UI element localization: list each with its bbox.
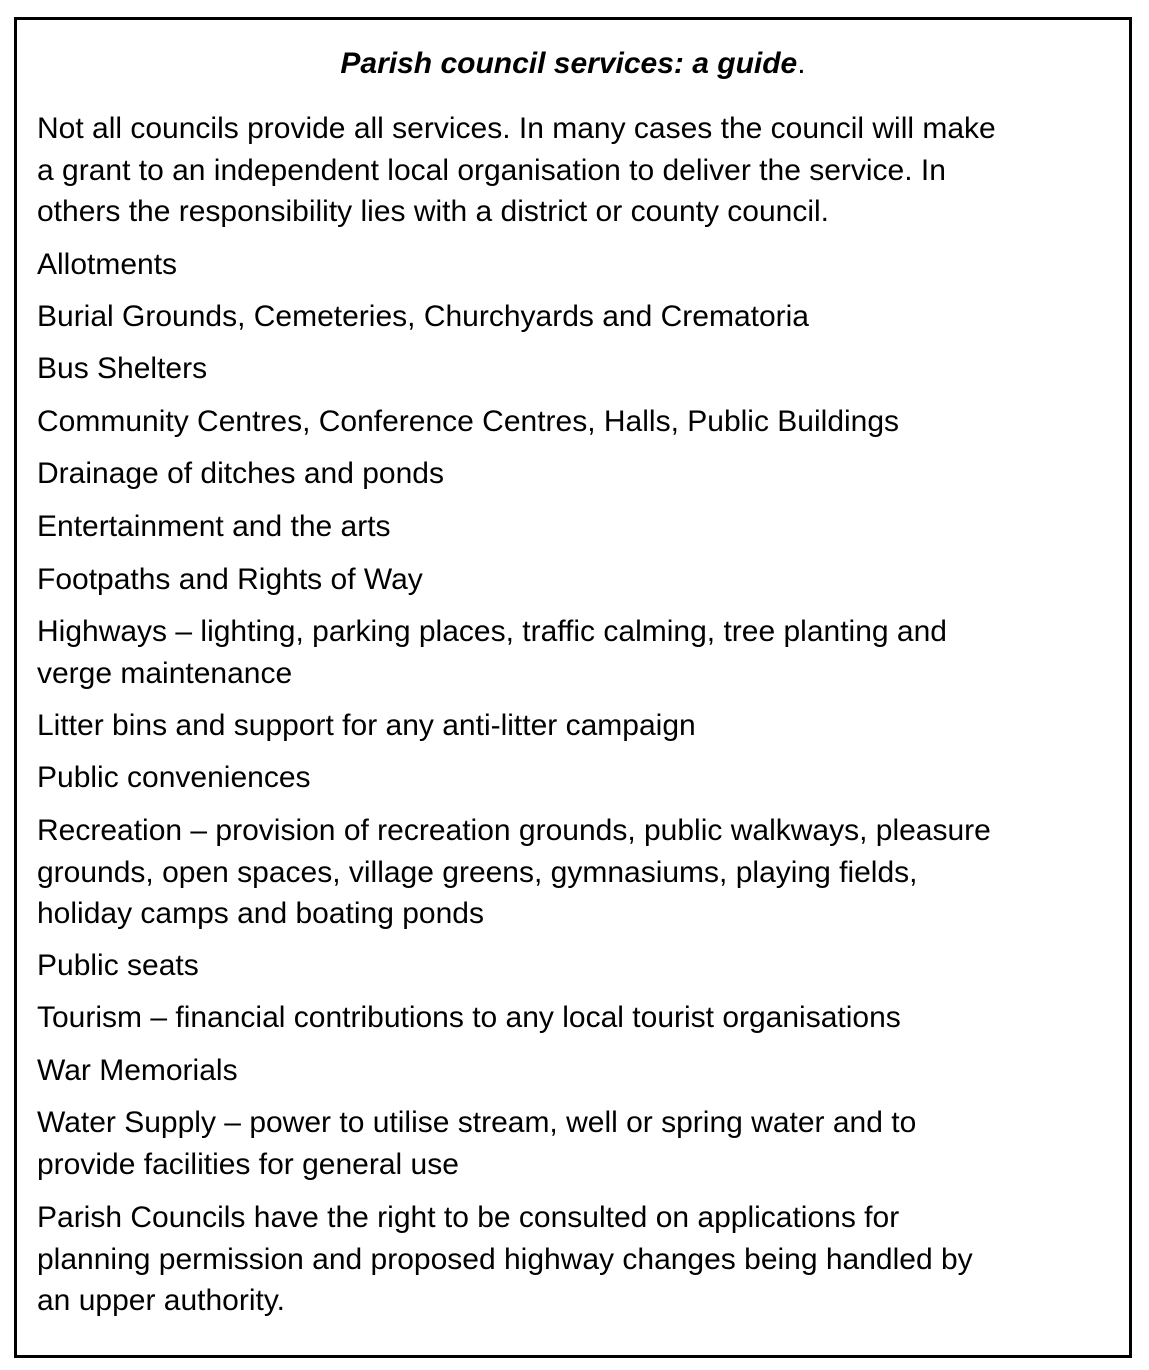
closing-line: an upper authority. [37,1284,285,1317]
service-line: Recreation – provision of recreation grounds, public walkways, pleasure [37,814,991,847]
service-item-bus-shelters [37,348,207,390]
service-item-public-seats [37,945,199,987]
intro-line: Not all councils provide all services. In many cases the council will make [37,112,996,145]
service-item-tourism [37,997,901,1039]
service-item-entertainment [37,506,391,548]
service-line: Drainage of ditches and ponds [37,457,444,490]
closing-paragraph [37,1197,973,1322]
service-item-public-conveniences [37,757,311,799]
service-line: Entertainment and the arts [37,510,391,543]
service-line: Public conveniences [37,761,311,794]
service-item-litter-bins [37,705,696,747]
service-line: War Memorials [37,1054,238,1087]
service-item-war-memorials [37,1050,238,1092]
title-period: . [797,47,806,80]
service-line: Litter bins and support for any anti-litter campaign [37,709,696,742]
document-title [14,44,1132,84]
service-item-water-supply [37,1102,916,1185]
service-item-community-centres [37,401,899,443]
service-line: Public seats [37,949,199,982]
service-line: Community Centres, Conference Centres, Halls, Public Buildings [37,405,900,438]
service-item-highways [37,611,947,694]
service-item-drainage [37,453,444,495]
service-line: Water Supply – power to utilise stream, well or spring water and to [37,1106,917,1139]
closing-line: Parish Councils have the right to be consulted on applications for [37,1201,900,1234]
service-item-recreation [37,810,991,935]
service-line: Footpaths and Rights of Way [37,563,423,596]
service-line: provide facilities for general use [37,1147,459,1181]
intro-paragraph [37,108,996,233]
service-line: Allotments [37,248,178,281]
service-item-burial-grounds [37,296,809,338]
service-line: holiday camps and boating ponds [37,897,484,930]
service-line: Bus Shelters [37,352,208,385]
intro-line: others the responsibility lies with a district or county council. [37,195,830,228]
service-line: Highways – lighting, parking places, traffic calming, tree planting and [37,615,947,648]
intro-line: a grant to an independent local organisation to deliver the service. In [37,153,946,187]
service-line: Burial Grounds, Cemeteries, Churchyards and Crematoria [37,300,809,333]
service-item-allotments [37,244,177,286]
service-line: Tourism – financial contributions to any local tourist organisations [37,1001,901,1034]
service-item-footpaths [37,559,423,601]
service-line: grounds, open spaces, village greens, gymnasiums, playing fields, [37,855,918,889]
title-text: Parish council services: a guide [340,47,798,80]
service-line: verge maintenance [37,656,293,690]
closing-line: planning permission and proposed highway changes being handled by [37,1242,973,1276]
